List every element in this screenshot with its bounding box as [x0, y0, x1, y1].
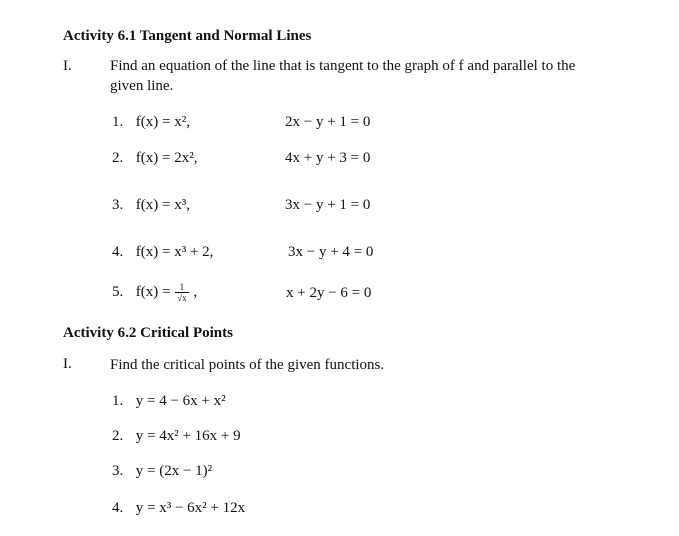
- item-number: 1.: [112, 393, 124, 409]
- fraction: [175, 282, 188, 303]
- item-number: 4.: [112, 500, 124, 516]
- function-expression-suffix: ,: [193, 283, 198, 300]
- activity-6-1-instruction-line2: given line.: [110, 78, 174, 94]
- function-expression: f(x) = x³ + 2,: [135, 244, 214, 260]
- item-number: 2.: [112, 428, 124, 444]
- function-expression: y = x³ − 6x² + 12x: [135, 500, 246, 516]
- activity-6-2-title: Activity 6.2 Critical Points: [63, 325, 233, 341]
- item-number: 5.: [112, 283, 124, 300]
- function-expression: y = 4 − 6x + x²: [135, 393, 226, 409]
- function-expression-prefix: f(x) =: [135, 283, 175, 300]
- given-line-3: 3x − y + 1 = 0: [285, 197, 371, 213]
- activity-6-1-instruction: [110, 56, 575, 96]
- activity-6-2-item-3: [112, 463, 212, 480]
- item-number: 3.: [112, 197, 124, 213]
- item-number: 1.: [112, 114, 124, 130]
- function-expression: f(x) = x²,: [135, 114, 190, 130]
- activity-6-2-item-2: [112, 428, 241, 445]
- activity-6-1-title: Activity 6.1 Tangent and Normal Lines: [63, 28, 312, 44]
- function-expression: y = (2x − 1)²: [135, 463, 213, 479]
- activity-6-2-item-1: [112, 393, 226, 410]
- item-number: 4.: [112, 244, 124, 260]
- activity-6-1-item-5: [112, 282, 197, 303]
- item-number: 3.: [112, 463, 124, 479]
- given-line-4: 3x − y + 4 = 0: [288, 244, 374, 260]
- item-number: 2.: [112, 150, 124, 166]
- activity-6-1-item-4: [112, 244, 213, 261]
- fraction-numerator: 1: [175, 282, 188, 293]
- activity-6-2-instruction: Find the critical points of the given functions.: [110, 357, 385, 373]
- activity-6-1-item-1: [112, 114, 190, 131]
- activity-6-2-item-4: [112, 500, 245, 517]
- function-expression: f(x) = x³,: [135, 197, 190, 213]
- given-line-2: 4x + y + 3 = 0: [285, 150, 371, 166]
- activity-6-1-item-2: [112, 150, 197, 167]
- activity-6-1-instruction-line1: Find an equation of the line that is tangent to the graph of f and parallel to the: [110, 58, 576, 74]
- activity-6-2-roman-numeral: I.: [63, 356, 72, 372]
- function-expression: f(x) = 2x²,: [135, 150, 198, 166]
- function-expression: y = 4x² + 16x + 9: [135, 428, 241, 444]
- activity-6-1-roman-numeral: I.: [63, 58, 72, 74]
- given-line-5: x + 2y − 6 = 0: [286, 285, 372, 301]
- fraction-denominator: √x: [177, 293, 187, 303]
- activity-6-1-item-3: [112, 197, 190, 214]
- given-line-1: 2x − y + 1 = 0: [285, 114, 371, 130]
